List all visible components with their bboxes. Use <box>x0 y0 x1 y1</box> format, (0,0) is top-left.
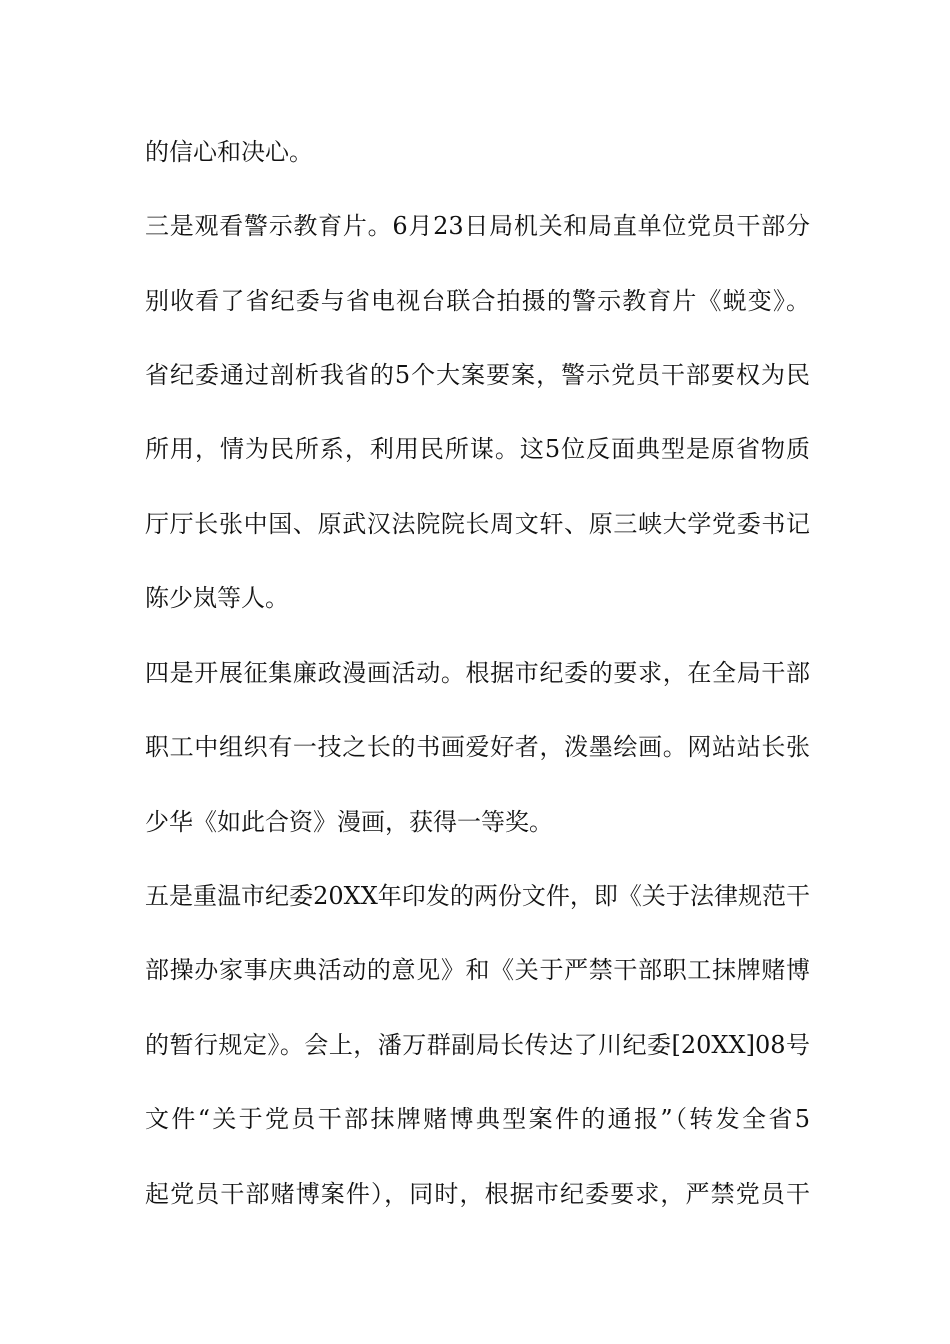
text-line: 的信心和决心。 <box>145 138 313 166</box>
text-line: 三是观看警示教育片。6月23日局机关和局直单位党员干部分 <box>145 212 810 240</box>
text-line: 陈少岚等人。 <box>145 584 289 612</box>
text-line: 部操办家事庆典活动的意见》和《关于严禁干部职工抹牌赌博 <box>145 956 810 984</box>
text-line: 起党员干部赌博案件），同时，根据市纪委要求，严禁党员干 <box>145 1180 810 1208</box>
text-line: 厅厅长张中国、原武汉法院院长周文轩、原三峡大学党委书记 <box>145 510 810 538</box>
text-line: 所用，情为民所系，利用民所谋。这5位反面典型是原省物质 <box>145 435 810 463</box>
text-line: 职工中组织有一技之长的书画爱好者，泼墨绘画。网站站长张 <box>145 733 810 761</box>
text-line: 文件“关于党员干部抹牌赌博典型案件的通报”（转发全省5 <box>145 1105 810 1133</box>
text-line: 别收看了省纪委与省电视台联合拍摄的警示教育片《蜕变》。 <box>145 287 810 315</box>
text-line: 五是重温市纪委20XX年印发的两份文件，即《关于法律规范干 <box>145 882 810 910</box>
text-line: 四是开展征集廉政漫画活动。根据市纪委的要求，在全局干部 <box>145 659 810 687</box>
text-line: 的暂行规定》。会上，潘万群副局长传达了川纪委[20XX]08号 <box>145 1031 810 1059</box>
text-line: 少华《如此合资》漫画，获得一等奖。 <box>145 808 553 836</box>
text-line: 省纪委通过剖析我省的5个大案要案，警示党员干部要权为民 <box>145 361 810 389</box>
